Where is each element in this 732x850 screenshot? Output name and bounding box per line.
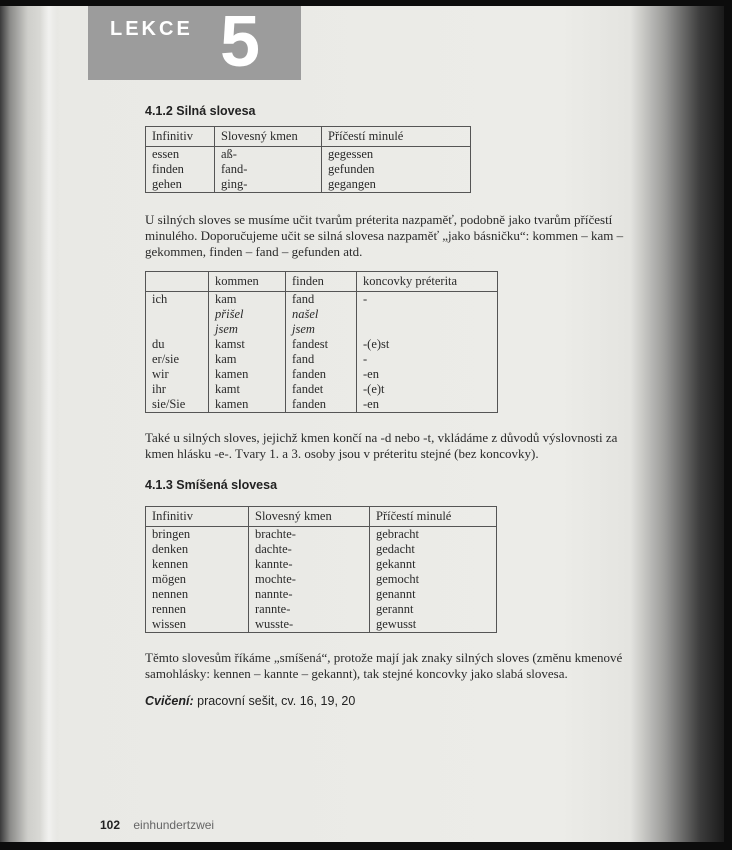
table-cell-text: kamst xyxy=(215,337,245,351)
text-line: kmen hlásku -e-. Tvary 1. a 3. osoby jsou v préteritu stejné (bez koncovky). xyxy=(145,446,539,461)
table-cell-text: rannte- xyxy=(255,602,291,616)
table-cell-text: ihr xyxy=(152,382,166,396)
page-spine-shadow xyxy=(40,6,58,842)
table-cell-text: fand- xyxy=(221,162,248,176)
table-cell-text: fandet xyxy=(292,382,324,396)
table-cell-text: du xyxy=(152,337,165,351)
participle-cell xyxy=(322,147,471,193)
paragraph-d-t-stems xyxy=(145,430,617,462)
header-cell: koncovky préterita xyxy=(357,272,498,292)
table-cell-text: gegessen xyxy=(328,147,374,161)
stem-cell xyxy=(215,147,322,193)
table-cell-text: nannte- xyxy=(255,587,293,601)
table-cell-text: ich xyxy=(152,292,168,306)
table-cell-text: denken xyxy=(152,542,189,556)
participle-cell xyxy=(370,527,497,633)
table-cell-text: essen xyxy=(152,147,180,161)
text-line: Těmto slovesům říkáme „smíšená“, protože mají jak znaky silných sloves (změnu kmenové xyxy=(145,650,623,665)
strong-verbs-table xyxy=(145,126,471,193)
header-cell: kommen xyxy=(209,272,286,292)
table-cell-text xyxy=(152,307,202,322)
section-title-strong-verbs: 4.1.2 Silná slovesa xyxy=(145,104,256,118)
table-cell-text xyxy=(363,322,491,337)
table-cell-text: rennen xyxy=(152,602,187,616)
header-cell: Infinitiv xyxy=(146,507,249,527)
table-cell-text: kamen xyxy=(215,367,249,381)
paragraph-strong-verbs xyxy=(145,212,623,260)
table-cell-text: gehen xyxy=(152,177,182,191)
paragraph-mixed-verbs xyxy=(145,650,622,682)
table-cell-text: gegangen xyxy=(328,177,376,191)
text-line: U silných sloves se musíme učit tvarům préterita nazpaměť, podobně jako tvarům příčestí xyxy=(145,212,613,227)
table-cell-text: -en xyxy=(363,367,379,381)
header-cell: Slovesný kmen xyxy=(215,127,322,147)
section-title-mixed-verbs: 4.1.3 Smíšená slovesa xyxy=(145,478,278,492)
endings-cell xyxy=(357,292,498,413)
header-cell: finden xyxy=(286,272,357,292)
lesson-label: LEKCE xyxy=(110,18,193,40)
table-cell-text: sie/Sie xyxy=(152,397,186,411)
table-cell-text: brachte- xyxy=(255,527,296,541)
table-cell-text: er/sie xyxy=(152,352,180,366)
table-cell-text: kamen xyxy=(215,397,249,411)
text-line: gekommen, finden – fand – gefunden atd. xyxy=(145,244,363,259)
infinitive-cell xyxy=(146,527,249,633)
header-cell xyxy=(146,272,209,292)
header-cell: Příčestí minulé xyxy=(322,127,471,147)
table-cell-text: - xyxy=(363,292,368,306)
table-cell-text xyxy=(152,322,202,337)
table-cell-text: gebracht xyxy=(376,527,420,541)
table-cell-text: genannt xyxy=(376,587,416,601)
table-cell-text: wusste- xyxy=(255,617,294,631)
page-number: 102 xyxy=(100,818,121,832)
table-cell-text: mögen xyxy=(152,572,187,586)
table-cell-text: kennen xyxy=(152,557,189,571)
text-line: minulého. Doporučujeme učit se silná slovesa nazpaměť „jako básničku“: kommen – kam – xyxy=(145,228,624,243)
table-cell-text: fand xyxy=(292,352,315,366)
conjugation-table xyxy=(145,271,498,413)
table-cell-text: fanden xyxy=(292,367,327,381)
text-line: Také u silných sloves, jejichž kmen končí na -d nebo -t, vkládáme z důvodů výslovnosti za xyxy=(145,430,618,445)
table-cell-text: mochte- xyxy=(255,572,296,586)
table-cell-text: našel xyxy=(292,307,319,321)
table-cell-text: -(e)t xyxy=(363,382,385,396)
book-page xyxy=(0,2,724,842)
lesson-header xyxy=(88,2,301,82)
table-cell-text: aß- xyxy=(221,147,237,161)
table-cell-text: gerannt xyxy=(376,602,414,616)
table-cell-text: ging- xyxy=(221,177,248,191)
table-cell-text: kamt xyxy=(215,382,240,396)
table-cell-text: jsem xyxy=(215,322,238,336)
exercise-text: pracovní sešit, cv. 16, 19, 20 xyxy=(193,694,356,708)
finden-cell xyxy=(286,292,357,413)
mixed-verbs-table xyxy=(145,506,497,633)
table-cell-text: gekannt xyxy=(376,557,416,571)
table-cell-text: gemocht xyxy=(376,572,420,586)
table-cell-text: wir xyxy=(152,367,169,381)
lesson-number: 5 xyxy=(220,2,261,82)
table-cell-text: gefunden xyxy=(328,162,375,176)
page-footer xyxy=(100,818,214,832)
page-number-word: einhundertzwei xyxy=(133,818,215,832)
table-cell-text: nennen xyxy=(152,587,189,601)
table-cell-text: bringen xyxy=(152,527,191,541)
table-cell-text: - xyxy=(363,352,368,366)
header-cell: Příčestí minulé xyxy=(370,507,497,527)
text-line: samohlásky: kennen – kannte – gekannt), tak stejné koncovky jako slabá slovesa. xyxy=(145,666,568,681)
table-cell-text: fand xyxy=(292,292,315,306)
table-cell-text: fanden xyxy=(292,397,327,411)
table-cell-text: dachte- xyxy=(255,542,292,556)
table-cell-text: kam xyxy=(215,352,237,366)
header-cell: Infinitiv xyxy=(146,127,215,147)
table-cell-text: gedacht xyxy=(376,542,415,556)
stem-cell xyxy=(249,527,370,633)
table-cell-text: kam xyxy=(215,292,237,306)
infinitive-cell xyxy=(146,147,215,193)
exercise-reference xyxy=(145,694,355,708)
table-cell-text: přišel xyxy=(215,307,244,321)
table-cell-text xyxy=(363,307,491,322)
kommen-cell xyxy=(209,292,286,413)
table-cell-text: fandest xyxy=(292,337,329,351)
header-cell: Slovesný kmen xyxy=(249,507,370,527)
table-cell-text: wissen xyxy=(152,617,187,631)
table-cell-text: gewusst xyxy=(376,617,417,631)
table-cell-text: -en xyxy=(363,397,379,411)
pronoun-cell xyxy=(146,292,209,413)
table-cell-text: jsem xyxy=(292,322,315,336)
table-cell-text: finden xyxy=(152,162,184,176)
exercise-label: Cvičení: xyxy=(145,694,194,708)
table-cell-text: -(e)st xyxy=(363,337,390,351)
table-cell-text: kannte- xyxy=(255,557,293,571)
